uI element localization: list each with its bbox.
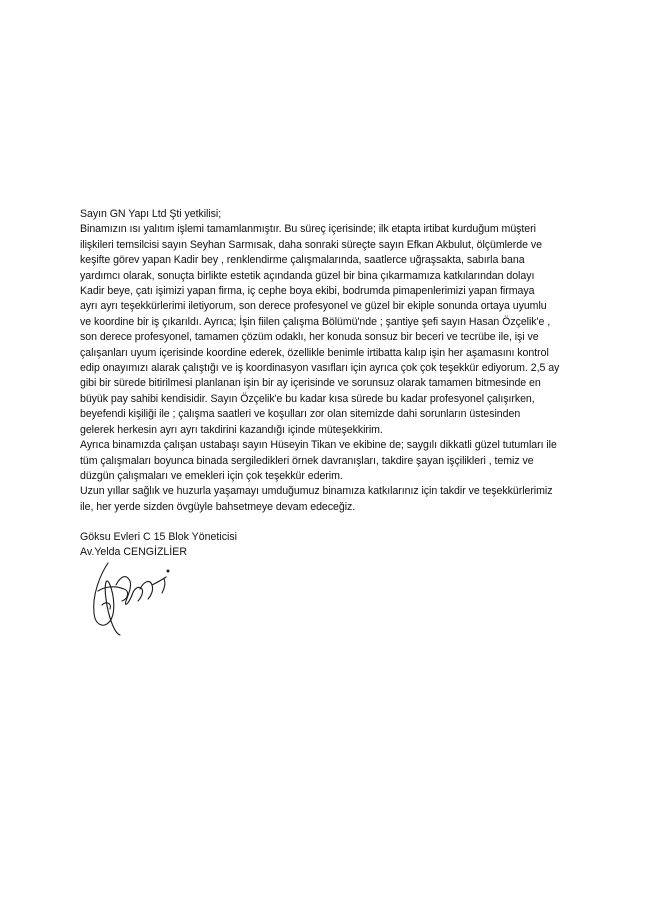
letter-line: tüm çalışmaları boyunca binada sergiledikleri örnek davranışları, takdire şayan işçilikleri , temiz ve xyxy=(80,454,534,467)
letter-line: keşifte görev yapan Kadir bey , renklendirme çalışmalarında, saatlerce uğraşsakta, sabırla bana xyxy=(80,254,525,267)
salutation: Sayın GN Yapı Ltd Şti yetkilisi; xyxy=(80,208,222,220)
letter-line: Kadir beye, çatı işimizi yapan firma, iç cephe boya ekibi, bodrumda pimapenlerimizi yapan firmaya xyxy=(80,285,535,298)
handwritten-signature xyxy=(80,555,180,640)
signatory-name: Av.Yelda CENGİZLİER xyxy=(80,546,187,559)
letter-line: gelerek herkesin ayrı ayrı takdirini kazandığı içinde müteşekkirim. xyxy=(80,423,383,436)
letter-line: gibi bir sürede bitirilmesi planlanan işin bir ay içerisinde ve sorunsuz olarak tamamen bitmesinde en xyxy=(80,377,541,390)
letter-line: son derece profesyonel, tamamen çözüm odaklı, her konuda sonsuz bir beceri ve tecrübe ile, işi ve xyxy=(80,331,539,344)
letter-line: ilişkileri temsilcisi sayın Seyhan Sarmısak, daha sonraki süreçte sayın Efkan Akbulut, ölçümlerde ve xyxy=(80,238,542,251)
letter-line: Binamızın ısı yalıtım işlemi tamamlanmıştır. Bu süreç içerisinde; ilk etapta irtibat kurduğum müşteri xyxy=(80,223,536,236)
letter-line: yardımcı olarak, sonuçta birlikte estetik açındanda güzel bir bina çıkarmamıza katkılarından dolayı xyxy=(80,269,535,282)
letter-body xyxy=(80,207,600,515)
letter-line: ve koordine bir iş çıkarıldı. Ayrıca; İşin fiilen çalışma Bölümü'nde ; şantiye şefi sayın Hasan Özçelik'e , xyxy=(80,315,551,328)
letter-line: ile, her yerde sizden övgüyle bahsetmeye devam edeceğiz. xyxy=(80,500,356,513)
letter-line: düzgün çalışmaları ve emekleri için çok teşekkür ederim. xyxy=(80,469,343,482)
letter-line: edip onayımızı alarak çalıştığı ve iş koordinasyon vasıfları için ayrıca çok çok teşekkür ediyorum. 2,5 ay xyxy=(80,362,560,375)
letter-line: Uzun yıllar sağlık ve huzurla yaşamayı umduğumuz binamıza katkılarınız için takdir ve teşekkürlerimiz xyxy=(80,485,553,498)
letter-line: beyefendi kişiliği ile ; çalışma saatleri ve koşulları zor olan sitemizde dahi sorunların üstesinden xyxy=(80,408,521,421)
letter-line: ayrı ayrı teşekkürlerimi iletiyorum, son derece profesyonel ve güzel bir ekiple sonunda ortaya uyumlu xyxy=(80,300,547,313)
signatory-organization: Göksu Evleri C 15 Blok Yöneticisi xyxy=(80,531,238,543)
letter-line: büyük pay sahibi kendisidir. Sayın Özçelik'e bu kadar kısa sürede bu kadar profesyonel çalışırken, xyxy=(80,392,535,405)
letter-line: çalışanları uyum içerisinde koordine ederek, özellikle benimle irtibatta kalıp işin her aşamasını kontrol xyxy=(80,346,549,359)
letter-line: Ayrıca binamızda çalışan ustabaşı sayın Hüseyin Tikan ve ekibine de; saygılı dikkatli güzel tutumları ile xyxy=(80,439,557,452)
